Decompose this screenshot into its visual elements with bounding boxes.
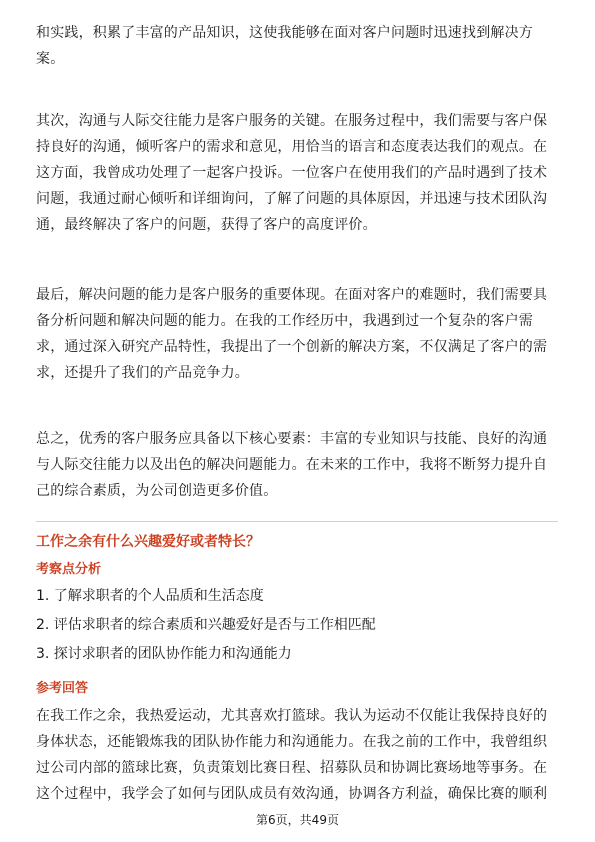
communication-paragraph: [36, 108, 562, 238]
paragraph-line: 过公司内部的篮球比赛，负责策划比赛日程、招募队员和协调比赛场地等事务。在: [36, 760, 548, 776]
section-divider: [36, 521, 558, 522]
analysis-item: 3. 探讨求职者的团队协作能力和沟通能力: [36, 646, 292, 662]
analysis-item: 2. 评估求职者的综合素质和兴趣爱好是否与工作相匹配: [36, 617, 376, 633]
paragraph-line: 和实践，积累了丰富的产品知识，这使我能够在面对客户问题时迅速找到解决方: [36, 25, 533, 41]
paragraph-line: 总之，优秀的客户服务应具备以下核心要素：丰富的专业知识与技能、良好的沟通: [36, 431, 548, 447]
answer-paragraph: [36, 703, 562, 807]
paragraph-line: 最后，解决问题的能力是客户服务的重要体现。在面对客户的难题时，我们需要具: [36, 287, 548, 303]
summary-paragraph: [36, 426, 562, 504]
paragraph-line: 持良好的沟通，倾听客户的需求和意见，用恰当的语言和态度表达我们的观点。在: [36, 139, 548, 155]
paragraph-line: 求，还提升了我们的产品竞争力。: [36, 365, 249, 381]
paragraph-line: 身体状态，还能锻炼我的团队协作能力和沟通能力。在我之前的工作中，我曾组织: [36, 734, 548, 750]
paragraph-line: 其次，沟通与人际交往能力是客户服务的关键。在服务过程中，我们需要与客户保: [36, 113, 548, 129]
paragraph-line: 通，最终解决了客户的问题，获得了客户的高度评价。: [36, 217, 377, 233]
paragraph-line: 与人际交往能力以及出色的解决问题能力。在未来的工作中，我将不断努力提升自: [36, 457, 548, 473]
problem-solving-paragraph: [36, 282, 562, 386]
paragraph-line: 己的综合素质，为公司创造更多价值。: [36, 483, 278, 499]
answer-heading: 参考回答: [36, 681, 89, 696]
paragraph-line: 求，通过深入研究产品特性，我提出了一个创新的解决方案，不仅满足了客户的需: [36, 339, 548, 355]
paragraph-line: 案。: [36, 51, 65, 67]
paragraph-line: 备分析问题和解决问题的能力。在我的工作经历中，我遇到过一个复杂的客户需: [36, 313, 533, 329]
intro-paragraph: [36, 20, 562, 72]
paragraph-line: 这个过程中，我学会了如何与团队成员有效沟通，协调各方利益，确保比赛的顺利: [36, 786, 548, 802]
question-title: 工作之余有什么兴趣爱好或者特长？: [36, 534, 260, 550]
paragraph-line: 在我工作之余，我热爱运动，尤其喜欢打篮球。我认为运动不仅能让我保持良好的: [36, 708, 548, 724]
analysis-heading: 考察点分析: [36, 562, 102, 577]
page-number: 第6页，共49页: [256, 813, 339, 827]
analysis-item: 1. 了解求职者的个人品质和生活态度: [36, 588, 264, 604]
paragraph-line: 问题，我通过耐心倾听和详细询问，了解了问题的具体原因，并迅速与技术团队沟: [36, 191, 548, 207]
paragraph-line: 这方面，我曾成功处理了一起客户投诉。一位客户在使用我们的产品时遇到了技术: [36, 165, 548, 181]
